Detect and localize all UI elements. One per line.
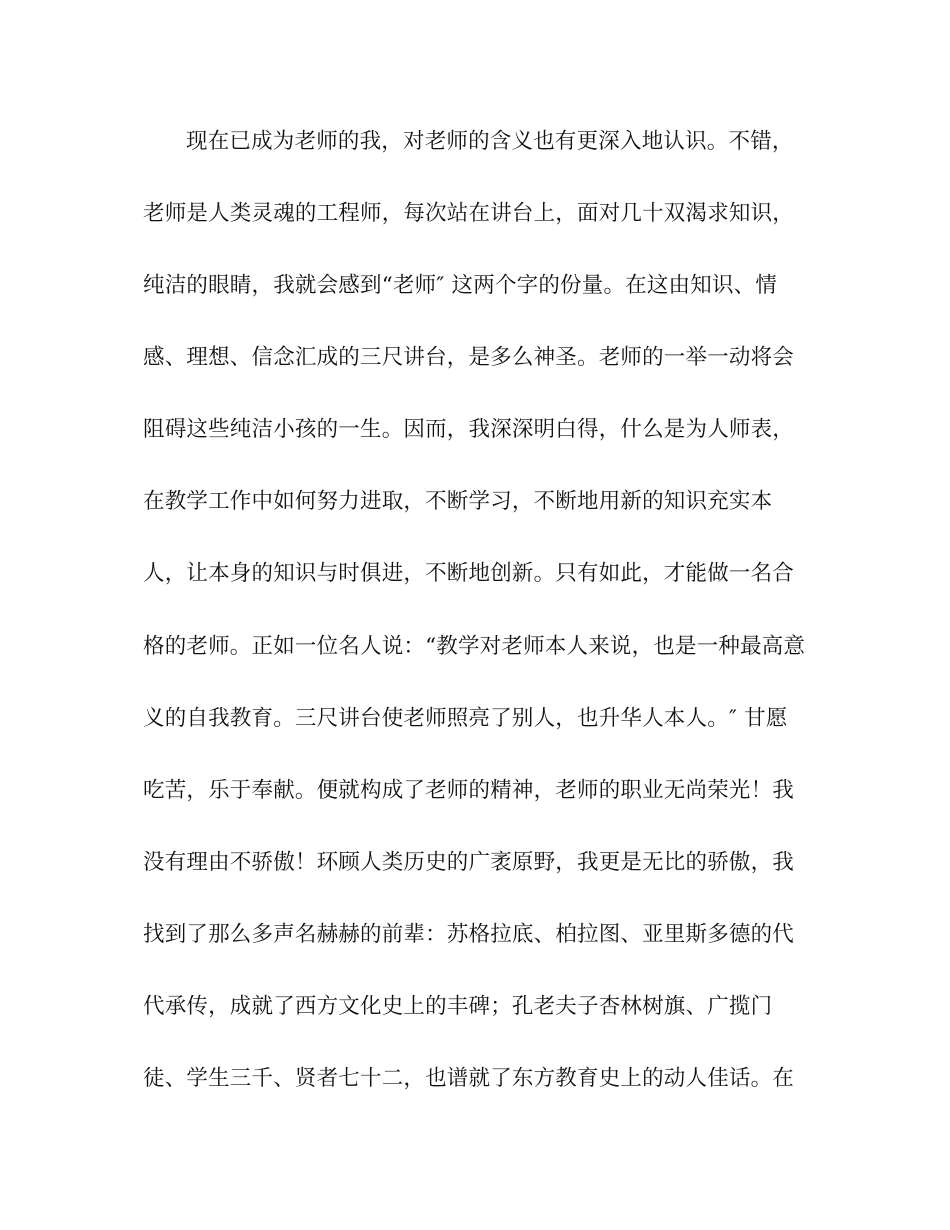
paragraph-line-14: 徒、学生三千、贤者七十二，也谱就了东方教育史上的动人佳话。在 — [143, 1066, 795, 1091]
paragraph-line-7: 人，让本身的知识与时俱进，不断地创新。只有如此，才能做一名合 — [143, 561, 795, 586]
paragraph-line-6: 在教学工作中如何努力进取，不断学习，不断地用新的知识充实本 — [143, 489, 773, 514]
paragraph-line-13: 代承传，成就了西方文化史上的丰碑；孔老夫子杏林树旗、广揽门 — [143, 994, 773, 1019]
paragraph-line-9: 义的自我教育。三尺讲台使老师照亮了别人，也升华人本人。″ 甘愿 — [143, 706, 788, 731]
paragraph-line-8: 格的老师。正如一位名人说：“教学对老师本人来说，也是一种最高意 — [143, 634, 806, 659]
paragraph-line-5: 阻碍这些纯洁小孩的一生。因而，我深深明白得，什么是为人师表， — [143, 417, 795, 442]
paragraph-line-2: 老师是人类灵魂的工程师，每次站在讲台上，面对几十双渴求知识， — [143, 201, 795, 226]
paragraph-line-12: 找到了那么多声名赫赫的前辈：苏格拉底、柏拉图、亚里斯多德的代 — [143, 922, 795, 947]
paragraph-line-10: 吃苦，乐于奉献。便就构成了老师的精神，老师的职业无尚荣光！我 — [143, 778, 795, 803]
paragraph-line-11: 没有理由不骄傲！环顾人类历史的广袤原野，我更是无比的骄傲，我 — [143, 850, 795, 875]
paragraph-line-4: 感、理想、信念汇成的三尺讲台，是多么神圣。老师的一举一动将会 — [143, 345, 795, 370]
paragraph-line-3: 纯洁的眼睛，我就会感到“老师″ 这两个字的份量。在这由知识、情 — [143, 273, 778, 298]
paragraph-line-1: 现在已成为老师的我，对老师的含义也有更深入地认识。不错， — [186, 129, 794, 154]
